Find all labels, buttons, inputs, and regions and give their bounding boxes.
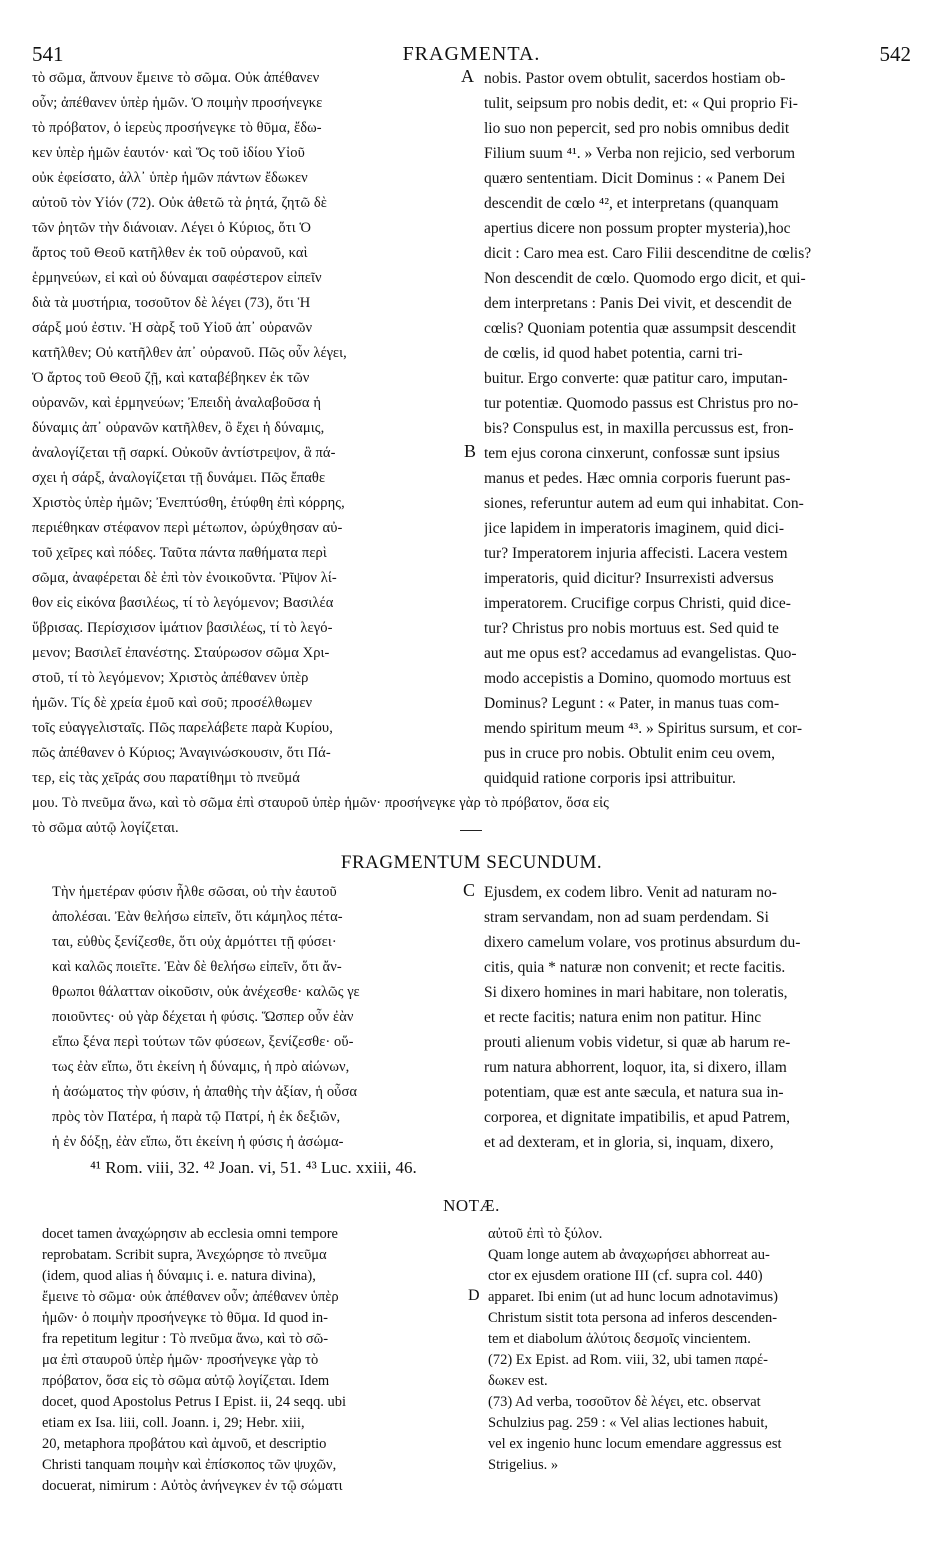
text-line: Christi tanquam ποιμὴν καὶ ἐπίσκοπος τῶν ψυχῶν, bbox=[42, 1457, 337, 1473]
text-line: ctor ex ejusdem oratione III (cf. supra col. 440) bbox=[488, 1268, 763, 1284]
text-line: τερ, εἰς τὰς χεῖράς σου παρατίθημι τὸ πνεῦμά bbox=[32, 770, 300, 786]
text-line: ται, εὐθὺς ξενίζεσθε, ὅτι οὐχ ἁρμόττει τῇ φύσει· bbox=[52, 934, 337, 950]
text-line: imperatorem. Crucifige corpus Christi, quid dice- bbox=[484, 595, 791, 612]
text-line: reprobatam. Scribit supra, Ἀνεχώρησε τὸ πνεῦμα bbox=[42, 1247, 327, 1263]
text-line: οὐρανῶν, καὶ ἑρμηνεύων; Ἐπειδὴ ἀναλαβοῦσα ἡ bbox=[32, 395, 322, 411]
text-line: σχει ἡ σάρξ, ἀναλογίζεται τῇ δυνάμει. Πῶς ἔπαθε bbox=[32, 470, 326, 486]
text-line: tem et diabolum ἀλύτοις δεσμοῖς vincientem. bbox=[488, 1331, 751, 1347]
text-line: nobis. Pastor ovem obtulit, sacerdos hostiam ob- bbox=[484, 70, 786, 87]
text-line: potentiam, quæ est ante sæcula, et natura sua in- bbox=[484, 1084, 784, 1101]
text-line: κατῆλθεν; Οὐ κατῆλθεν ἀπ᾽ οὐρανοῦ. Πῶς οὖν λέγει, bbox=[32, 345, 347, 361]
fragment2-greek-column bbox=[52, 880, 464, 1155]
text-line: τως ἐὰν εἴπω, ὅτι ἐκείνη ἡ δύναμις, ἡ πρὸ αἰώνων, bbox=[52, 1059, 350, 1075]
text-line: αὐτοῦ τὸν Υἱόν (72). Οὐκ ἀθετῶ τὰ ῥητά, ζητῶ δὲ bbox=[32, 195, 327, 211]
text-line: pus in cruce pro nobis. Obtulit enim ceu ovem, bbox=[484, 745, 775, 762]
page-number-right: 542 bbox=[879, 42, 911, 66]
text-line: corporea, et dignitate impatibilis, et apud Patrem, bbox=[484, 1109, 791, 1126]
text-line: εἴπω ξένα περὶ τούτων τῶν φύσεων, ξενίζεσθε· οὕ- bbox=[52, 1034, 354, 1050]
text-line: Ὁ ἄρτος τοῦ Θεοῦ ζῇ, καὶ καταβέβηκεν ἐκ τῶν bbox=[32, 370, 310, 386]
text-line: dicit : Caro mea est. Caro Filii descenditne de cœlis? bbox=[484, 245, 812, 262]
text-line: Quam longe autem ab ἀναχωρήσει abhorreat au- bbox=[488, 1247, 770, 1263]
text-line: καὶ καλῶς ποιεῖτε. Ἐὰν δὲ θελήσω εἰπεῖν, ὅτι ἄν- bbox=[52, 959, 342, 975]
text-line: mendo spiritum meum ⁴³. » Spiritus sursum, et cor- bbox=[484, 720, 802, 737]
column-marker-a: A bbox=[461, 66, 474, 86]
text-line: tur? Imperatorem injuria affecisti. Lacera vestem bbox=[484, 545, 788, 562]
column-marker-b: B bbox=[464, 441, 477, 461]
page-header bbox=[32, 42, 911, 68]
text-line: πρὸς τὸν Πατέρα, ἡ παρὰ τῷ Πατρί, ἡ ἐκ δεξιῶν, bbox=[52, 1109, 341, 1125]
text-line: αὐτοῦ ἐπὶ τὸ ξύλον. bbox=[488, 1226, 603, 1242]
text-line: Χριστὸς ὑπὲρ ἡμῶν; Ἐνεπτύσθη, ἐτύφθη ἐπὶ κόρρης, bbox=[32, 495, 345, 511]
text-line: docuerat, nimirum : Αὐτὸς ἀνήνεγκεν ἐν τῷ σώματι bbox=[42, 1478, 343, 1494]
text-line: ἡμῶν. Τίς δὲ χρεία ἐμοῦ καὶ σοῦ; προσέλθωμεν bbox=[32, 695, 313, 711]
column-marker-c: C bbox=[463, 880, 476, 900]
text-line: fra repetitum legitur : Τὸ πνεῦμα ἄνω, καὶ τὸ σῶ- bbox=[42, 1331, 329, 1347]
text-line: μα ἐπὶ σταυροῦ ὑπὲρ ἡμῶν· προσήνεγκε γὰρ τὸ bbox=[42, 1352, 319, 1368]
fragment2-latin-column bbox=[484, 880, 914, 1155]
text-line: Τὴν ἡμετέραν φύσιν ἦλθε σῶσαι, οὐ τὴν ἑαυτοῦ bbox=[52, 884, 337, 900]
text-line: μενον; Βασιλεῖ ἐπανέστης. Σταύρωσον σῶμα Χρι- bbox=[32, 645, 330, 661]
text-line: docet tamen ἀναχώρησιν ab ecclesia omni tempore bbox=[42, 1226, 338, 1242]
text-line: ἀναλογίζεται τῇ σαρκί. Οὐκοῦν ἀντίστρεψον, ἃ πά- bbox=[32, 445, 336, 461]
text-line: ἄρτος τοῦ Θεοῦ κατῆλθεν ἐκ τοῦ οὐρανοῦ, καὶ bbox=[32, 245, 308, 261]
text-line: (idem, quod alias ἡ δύναμις i. e. natura divina), bbox=[42, 1268, 316, 1284]
fragment1-tail-text bbox=[32, 791, 917, 841]
footnotes: ⁴¹ Rom. viii, 32. ⁴² Joan. vi, 51. ⁴³ Luc. xxiii, 46. bbox=[90, 1158, 417, 1177]
text-line: tulit, seipsum pro nobis dedit, et: « Qui proprio Fi- bbox=[484, 95, 798, 112]
text-line: διὰ τὰ μυστήρια, τοσοῦτον δὲ λέγει (73), ὅτι Ἡ bbox=[32, 295, 311, 311]
section-divider bbox=[460, 830, 482, 831]
text-line: prouti alienum vobis videtur, si quæ ab harum re- bbox=[484, 1034, 791, 1051]
text-line: στοῦ, τί τὸ λεγόμενον; Χριστὸς ἀπέθανεν ὑπὲρ bbox=[32, 670, 309, 686]
text-line: τοῖς εὐαγγελισταῖς. Πῶς παρελάβετε παρὰ Κυρίου, bbox=[32, 720, 333, 736]
text-line: οὐκ ἐφείσατο, ἀλλ᾽ ὑπὲρ ἡμῶν πάντων ἔδωκεν bbox=[32, 170, 308, 186]
text-line: ἡ ἐν δόξῃ, ἐὰν εἴπω, ὅτι ἐκείνη ἡ φύσις ἡ ἀσώμα- bbox=[52, 1134, 344, 1150]
running-title: FRAGMENTA. bbox=[402, 43, 541, 65]
text-line: apparet. Ibi enim (ut ad hunc locum adnotavimus) bbox=[488, 1289, 778, 1305]
text-line: docet, quod Apostolus Petrus I Epist. ii, 24 seqq. ubi bbox=[42, 1394, 347, 1410]
text-line: dem interpretans : Panis Dei vivit, et descendit de bbox=[484, 295, 792, 312]
text-line: μου. Τὸ πνεῦμα ἄνω, καὶ τὸ σῶμα ἐπὶ σταυροῦ ὑπὲρ ἡμῶν· προσήνεγκε γὰρ τὸ πρόβατον, ὅσα εἰς bbox=[32, 795, 609, 811]
notae-right-column bbox=[488, 1224, 913, 1476]
text-line: Schulzius pag. 259 : « Vel alias lectiones habuit, bbox=[488, 1415, 769, 1431]
text-line: tur potentiæ. Quomodo passus est Christus pro no- bbox=[484, 395, 799, 412]
text-line: modo accepistis a Domino, quomodo mortuus est bbox=[484, 670, 791, 687]
text-line: ἡμῶν· ὁ ποιμὴν προσήνεγκε τὸ θῦμα. Id quod in- bbox=[42, 1310, 328, 1326]
text-line: etiam ex Isa. liii, coll. Joann. i, 29; Hebr. xiii, bbox=[42, 1415, 305, 1431]
text-line: Non descendit de cœlo. Quomodo ergo dicit, et qui- bbox=[484, 270, 806, 287]
text-line: τὸ πρόβατον, ὁ ἱερεὺς προσήνεγκε τὸ θῦμα, ἔδω- bbox=[32, 120, 322, 136]
text-line: πῶς ἀπέθανεν ὁ Κύριος; Ἀναγινώσκουσιν, ὅτι Πά- bbox=[32, 745, 331, 761]
text-line: descendit de cœlo ⁴², et interpretans (quanquam bbox=[484, 195, 779, 212]
text-line: σῶμα, ἀναφέρεται δὲ ἐπὶ τὸν ἐνοικοῦντα. Ῥῖψον λί- bbox=[32, 570, 337, 586]
text-line: (72) Ex Epist. ad Rom. viii, 32, ubi tamen παρέ- bbox=[488, 1352, 768, 1368]
text-line: siones, referuntur autem ad eum qui inhabitat. Con- bbox=[484, 495, 804, 512]
notae-heading: NOTÆ. bbox=[443, 1196, 500, 1215]
text-line: Ejusdem, ex codem libro. Venit ad naturam no- bbox=[484, 884, 777, 901]
text-line: ἑρμηνεύων, εἰ καὶ οὐ δύναμαι σαφέστερον εἰπεῖν bbox=[32, 270, 322, 286]
text-line: ποιοῦντες· οὐ γὰρ δέχεται ἡ φύσις. Ὥσπερ οὖν ἐὰν bbox=[52, 1009, 354, 1025]
text-line: vel ex ingenio hunc locum emendare aggressus est bbox=[488, 1436, 782, 1452]
text-line: tem ejus corona cinxerunt, confossæ sunt ipsius bbox=[484, 445, 780, 462]
text-line: lio suo non pepercit, sed pro nobis omnibus dedit bbox=[484, 120, 790, 137]
notae-left-column bbox=[42, 1224, 467, 1497]
text-line: Christum sistit tota persona ad inferos descenden- bbox=[488, 1310, 778, 1326]
text-line: σάρξ μού ἐστιν. Ἡ σὰρξ τοῦ Υἱοῦ ἀπ᾽ οὐρανῶν bbox=[32, 320, 313, 336]
text-line: citis, quia * naturæ non convenit; et recte facitis. bbox=[484, 959, 786, 976]
text-line: de cœlis, id quod habet potentia, carni tri- bbox=[484, 345, 743, 362]
text-line: πρόβατον, ὅσα εἰς τὸ σῶμα αὐτῷ λογίζεται. Idem bbox=[42, 1373, 330, 1389]
text-line: Si dixero homines in mari habitare, non toleratis, bbox=[484, 984, 788, 1001]
text-line: ἀπολέσαι. Ἐὰν θελήσω εἰπεῖν, ὅτι κάμηλος πέτα- bbox=[52, 909, 343, 925]
text-line: Dominus? Legunt : « Pater, in manus tuas com- bbox=[484, 695, 780, 712]
text-line: rum natura abhorrent, loquor, ita, si dixero, illam bbox=[484, 1059, 787, 1076]
text-line: apertius dicere non possum propter mysteria),hoc bbox=[484, 220, 791, 237]
text-line: et ad dexteram, et in gloria, si, inquam, dixero, bbox=[484, 1134, 774, 1151]
text-line: (73) Ad verba, τοσοῦτον δὲ λέγει, etc. observat bbox=[488, 1394, 761, 1410]
text-line: aut me opus est? accedamus ad evangelistas. Quo- bbox=[484, 645, 797, 662]
text-line: dixero camelum volare, vos protinus absurdum du- bbox=[484, 934, 801, 951]
text-line: cœlis? Quoniam potentia quæ assumpsit descendit bbox=[484, 320, 797, 337]
text-line: imperatoris, quid dicitur? Insurrexisti adversus bbox=[484, 570, 774, 587]
text-line: τὸ σῶμα αὐτῷ λογίζεται. bbox=[32, 820, 179, 836]
text-line: κεν ὑπὲρ ἡμῶν ἑαυτόν· καὶ Ὅς τοῦ ἰδίου Υἱοῦ bbox=[32, 145, 305, 161]
text-line: θον εἰς εἰκόνα βασιλέως, τί τὸ λεγόμενον; Βασιλέα bbox=[32, 595, 334, 611]
fragment2-heading: FRAGMENTUM SECUNDUM. bbox=[340, 852, 603, 873]
text-line: οὖν; ἀπέθανεν ὑπὲρ ἡμῶν. Ὁ ποιμὴν προσήνεγκε bbox=[32, 95, 323, 111]
text-line: ὕβρισας. Περίσχισον ἱμάτιον βασιλέως, τί τὸ λεγό- bbox=[32, 620, 333, 636]
text-line: manus et pedes. Hæc omnia corporis fuerunt pas- bbox=[484, 470, 791, 487]
fragment1-greek-column bbox=[32, 66, 462, 791]
text-line: τοῦ χεῖρες καὶ πόδες. Ταῦτα πάντα παθήματα περὶ bbox=[32, 545, 327, 561]
text-line: τῶν ῥητῶν τὴν διάνοιαν. Λέγει ὁ Κύριος, ὅτι Ὁ bbox=[32, 220, 312, 236]
text-line: δύναμις ἀπ᾽ οὐρανῶν κατῆλθεν, ὃ ἔχει ἡ δύναμις, bbox=[32, 420, 325, 436]
text-line: Filium suum ⁴¹. » Verba non rejicio, sed verborum bbox=[484, 145, 796, 162]
text-line: bis? Conspulus est, in maxilla percussus est, fron- bbox=[484, 420, 794, 437]
text-line: buitur. Ergo converte: quæ patitur caro, imputan- bbox=[484, 370, 788, 387]
page-number-left: 541 bbox=[32, 42, 64, 66]
text-line: θρωποι θάλατταν οἰκοῦσιν, οὐκ ἀνέχεσθε· καλῶς γε bbox=[52, 984, 360, 1000]
text-line: τὸ σῶμα, ἄπνουν ἔμεινε τὸ σῶμα. Οὐκ ἀπέθανεν bbox=[32, 70, 320, 86]
text-line: ἡ ἀσώματος τὴν φύσιν, ἡ ἀπαθὴς τὴν ἀξίαν, ἡ οὖσα bbox=[52, 1084, 358, 1100]
text-line: jice lapidem in imperatoris imaginem, quid dici- bbox=[484, 520, 785, 537]
text-line: Strigelius. » bbox=[488, 1457, 559, 1473]
text-line: quidquid ratione corporis ipsi attribuitur. bbox=[484, 770, 736, 787]
text-line: quæro sententiam. Dicit Dominus : « Panem Dei bbox=[484, 170, 786, 187]
text-line: περιέθηκαν στέφανον περὶ μέτωπον, ὠρύχθησαν αὐ- bbox=[32, 520, 343, 536]
text-line: ἔμεινε τὸ σῶμα· οὐκ ἀπέθανεν οὖν; ἀπέθανεν ὑπὲρ bbox=[42, 1289, 339, 1305]
text-line: δωκεν est. bbox=[488, 1373, 548, 1389]
text-line: stram servandam, non ad suam perdendam. Si bbox=[484, 909, 769, 926]
fragment1-latin-column bbox=[484, 66, 914, 791]
text-line: 20, metaphora προβάτου καὶ ἀμνοῦ, et descriptio bbox=[42, 1436, 327, 1452]
column-marker-d: D bbox=[468, 1287, 480, 1304]
text-line: tur? Christus pro nobis mortuus est. Sed quid te bbox=[484, 620, 779, 637]
text-line: et recte facitis; natura enim non patitur. Hinc bbox=[484, 1009, 762, 1026]
